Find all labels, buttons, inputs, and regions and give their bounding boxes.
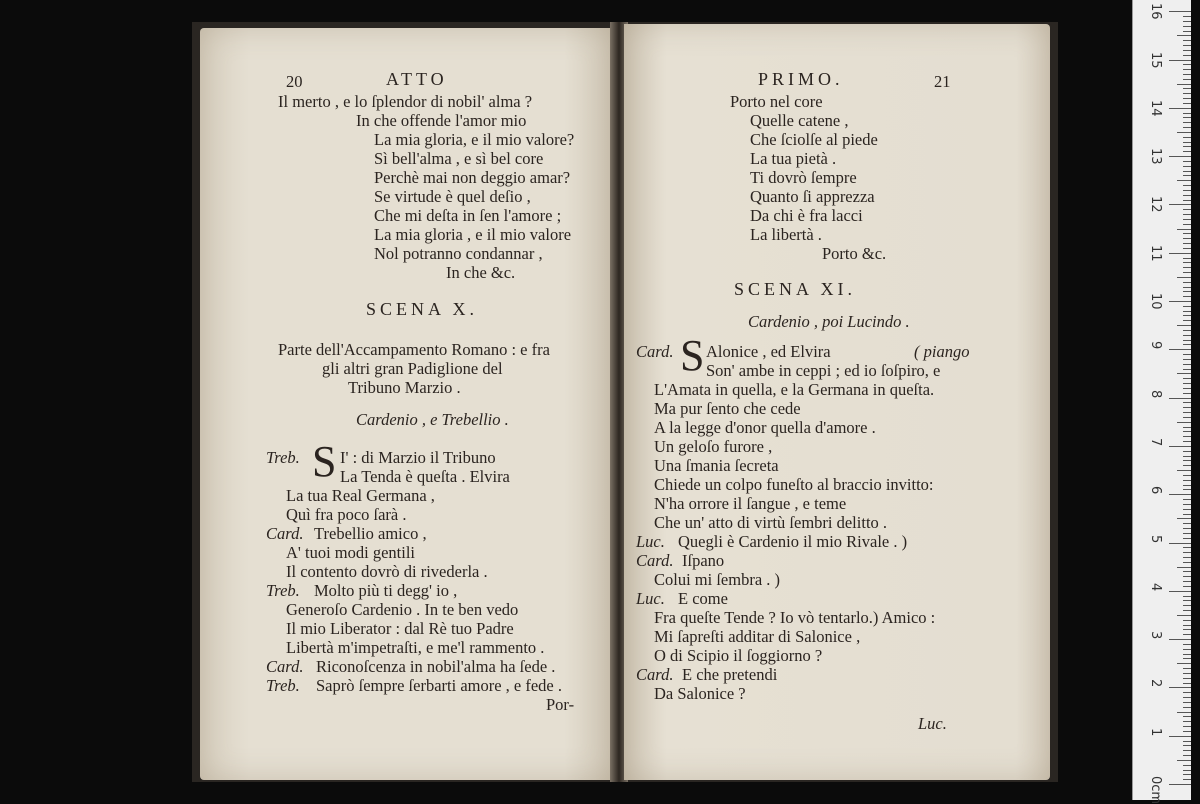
ruler-tick xyxy=(1183,224,1191,225)
ruler-tick xyxy=(1183,745,1191,746)
ruler-tick xyxy=(1183,436,1191,437)
dialogue-line: Iſpano xyxy=(682,551,725,570)
ruler-tick xyxy=(1183,238,1191,239)
ruler-tick xyxy=(1177,229,1191,230)
ruler-tick xyxy=(1183,171,1191,172)
ruler-tick xyxy=(1183,190,1191,191)
ruler-tick xyxy=(1183,600,1191,601)
stage-direction: ( piango xyxy=(914,342,970,361)
ruler-tick xyxy=(1183,460,1191,461)
ruler-tick xyxy=(1183,412,1191,413)
ruler-label: 4 xyxy=(1148,582,1163,592)
dialogue-line: A la legge d'onor quella d'amore . xyxy=(654,418,876,437)
ruler-tick xyxy=(1183,103,1191,104)
verse-line: La libertà . xyxy=(750,225,822,244)
drop-cap: S xyxy=(312,437,337,486)
ruler-tick xyxy=(1183,248,1191,249)
ruler-tick xyxy=(1183,741,1191,742)
setting-line: Tribuno Marzio . xyxy=(348,378,461,397)
ruler-label: 10 xyxy=(1148,293,1163,310)
ruler-tick xyxy=(1183,552,1191,553)
verse-line: La tua pietà . xyxy=(750,149,837,168)
ruler-tick xyxy=(1183,315,1191,316)
verse-line: In che offende l'amor mio xyxy=(356,111,527,130)
ruler-tick xyxy=(1183,287,1191,288)
verse-line: Quelle catene , xyxy=(750,111,849,130)
ruler-tick xyxy=(1169,60,1191,61)
dialogue-line: Libertà m'impetraſti, e me'l rammento . xyxy=(286,638,545,657)
ruler-tick xyxy=(1183,629,1191,630)
ruler-tick xyxy=(1183,514,1191,515)
ruler-tick xyxy=(1177,470,1191,471)
ruler-tick xyxy=(1183,721,1191,722)
ruler-tick xyxy=(1169,156,1191,157)
ruler-label: 8 xyxy=(1148,389,1163,398)
ruler-tick xyxy=(1169,204,1191,205)
dialogue-line: Quì fra poco ſarà . xyxy=(286,505,407,524)
ruler-tick xyxy=(1183,369,1191,370)
dialogue-line: La tua Real Germana , xyxy=(286,486,435,505)
ruler-tick xyxy=(1183,330,1191,331)
dialogue-line: Ma pur ſento che cede xyxy=(654,399,801,418)
ruler-label: 12 xyxy=(1148,196,1163,213)
ruler-tick xyxy=(1183,88,1191,89)
ruler-tick xyxy=(1183,528,1191,529)
ruler-tick xyxy=(1183,634,1191,635)
speaker: Treb. xyxy=(266,676,300,695)
ruler-tick xyxy=(1183,649,1191,650)
ruler-tick xyxy=(1183,122,1191,123)
catchword: Luc. xyxy=(918,714,947,733)
ruler-label: 16 xyxy=(1148,3,1163,20)
ruler-tick xyxy=(1169,398,1191,399)
dialogue-line: Una ſmania ſecreta xyxy=(654,456,779,475)
ruler-tick xyxy=(1183,306,1191,307)
ruler-tick xyxy=(1183,499,1191,500)
dialogue-line: La Tenda è queſta . Elvira xyxy=(340,467,510,486)
ruler-tick xyxy=(1183,311,1191,312)
ruler-tick xyxy=(1183,707,1191,708)
ruler-tick xyxy=(1177,180,1191,181)
ruler-tick xyxy=(1183,770,1191,771)
page-number: 20 xyxy=(286,72,303,91)
ruler-tick xyxy=(1183,291,1191,292)
ruler-tick xyxy=(1183,388,1191,389)
ruler-tick xyxy=(1183,683,1191,684)
verse-line: Ti dovrò ſempre xyxy=(750,168,857,187)
ruler-tick xyxy=(1183,726,1191,727)
ruler-tick xyxy=(1183,185,1191,186)
dialogue-line: Un geloſo furore , xyxy=(654,437,773,456)
scene-title: SCENA X. xyxy=(366,299,479,319)
ruler-tick xyxy=(1183,692,1191,693)
left-page xyxy=(200,28,614,780)
dialogue-line: I' : di Marzio il Tribuno xyxy=(340,448,496,467)
ruler-tick xyxy=(1183,64,1191,65)
ruler-tick xyxy=(1183,489,1191,490)
running-head: PRIMO. xyxy=(758,69,844,89)
verse-line: In che &c. xyxy=(446,263,516,282)
ruler-tick xyxy=(1183,586,1191,587)
ruler-tick xyxy=(1183,21,1191,22)
dialogue-line: Fra queſte Tende ? Io vò tentarlo.) Amico : xyxy=(654,608,936,627)
speaker: Card. xyxy=(266,524,304,543)
verse-line: Quanto ſi apprezza xyxy=(750,187,875,206)
ruler-tick xyxy=(1183,69,1191,70)
setting-line: gli altri gran Padiglione del xyxy=(322,359,503,378)
ruler-tick xyxy=(1177,615,1191,616)
ruler-tick xyxy=(1169,349,1191,350)
verse-line: Che ſciolſe al piede xyxy=(750,130,878,149)
dialogue-line: N'ha orrore il ſangue , e teme xyxy=(654,494,847,513)
right-page xyxy=(624,24,1050,780)
verse-line: Se virtude è quel deſio , xyxy=(374,187,531,206)
verse-line: Porto &c. xyxy=(822,244,887,263)
ruler-tick xyxy=(1177,277,1191,278)
ruler-tick xyxy=(1183,166,1191,167)
ruler-tick xyxy=(1183,581,1191,582)
ruler-tick xyxy=(1183,344,1191,345)
ruler-tick xyxy=(1183,620,1191,621)
ruler-tick xyxy=(1183,243,1191,244)
ruler-tick xyxy=(1183,161,1191,162)
drop-cap: S xyxy=(680,331,705,380)
ruler-tick xyxy=(1183,451,1191,452)
ruler-tick xyxy=(1183,417,1191,418)
ruler-tick xyxy=(1169,494,1191,495)
ruler-tick xyxy=(1183,26,1191,27)
ruler-tick xyxy=(1169,253,1191,254)
ruler-tick xyxy=(1169,301,1191,302)
running-head: ATTO xyxy=(386,69,448,89)
dialogue-line: Saprò ſempre ſerbarti amore , e fede . xyxy=(316,676,563,695)
ruler-tick xyxy=(1183,731,1191,732)
ruler-tick xyxy=(1183,465,1191,466)
ruler-tick xyxy=(1183,547,1191,548)
ruler-tick xyxy=(1177,35,1191,36)
dialogue-line: Colui mi ſembra . ) xyxy=(654,570,781,589)
dialogue-line: Che un' atto di virtù ſembri delitto . xyxy=(654,513,888,532)
dialogue-line: Il contento dovrò di rivederla . xyxy=(286,562,488,581)
verse-line: Che mi deſta in ſen l'amore ; xyxy=(374,206,562,225)
dialogue-line: Riconoſcenza in nobil'alma ha ſede . xyxy=(316,657,556,676)
dialogue-line: Da Salonice ? xyxy=(654,684,746,703)
page-number: 21 xyxy=(934,72,951,91)
dialogue-line: L'Amata in quella, e la Germana in queſta. xyxy=(654,380,935,399)
dialogue-line: Son' ambe in ceppi ; ed io ſoſpiro, e xyxy=(706,361,941,380)
ruler-tick xyxy=(1183,654,1191,655)
ruler-tick xyxy=(1183,219,1191,220)
ruler-tick xyxy=(1169,591,1191,592)
ruler-tick xyxy=(1177,132,1191,133)
ruler-tick xyxy=(1183,55,1191,56)
ruler-tick xyxy=(1183,702,1191,703)
speaker: Card. xyxy=(636,551,674,570)
ruler-tick xyxy=(1183,673,1191,674)
ruler-tick xyxy=(1183,625,1191,626)
ruler-tick xyxy=(1183,427,1191,428)
ruler-tick xyxy=(1183,146,1191,147)
ruler-tick xyxy=(1183,50,1191,51)
dialogue-line: Alonice , ed Elvira xyxy=(706,342,831,361)
ruler-tick xyxy=(1183,209,1191,210)
ruler-label: 13 xyxy=(1148,148,1163,165)
ruler-tick xyxy=(1183,596,1191,597)
ruler-label: 6 xyxy=(1148,486,1163,495)
ruler-tick xyxy=(1177,84,1191,85)
ruler-tick xyxy=(1183,774,1191,775)
ruler-tick xyxy=(1183,137,1191,138)
ruler-tick xyxy=(1177,567,1191,568)
ruler-label: 0cm xyxy=(1148,776,1163,804)
ruler-tick xyxy=(1183,441,1191,442)
ruler-tick xyxy=(1183,533,1191,534)
ruler-label: 5 xyxy=(1148,534,1163,543)
verse-line: Perchè mai non deggio amar? xyxy=(374,168,571,187)
ruler-label: 9 xyxy=(1148,341,1163,350)
dialogue-line: Chiede un colpo funeſto al braccio invitto: xyxy=(654,475,934,494)
speaker: Card. xyxy=(266,657,304,676)
ruler-tick xyxy=(1183,214,1191,215)
ruler-tick xyxy=(1177,663,1191,664)
ruler-tick xyxy=(1183,142,1191,143)
open-book xyxy=(192,22,1058,782)
ruler-tick xyxy=(1183,755,1191,756)
ruler-tick xyxy=(1183,480,1191,481)
speaker: Card. xyxy=(636,342,674,361)
ruler-tick xyxy=(1183,605,1191,606)
ruler-tick xyxy=(1177,518,1191,519)
ruler-tick xyxy=(1183,31,1191,32)
ruler-tick xyxy=(1169,687,1191,688)
ruler-tick xyxy=(1183,557,1191,558)
ruler-tick xyxy=(1183,716,1191,717)
ruler-label: 14 xyxy=(1148,99,1163,117)
dialogue-line: A' tuoi modi gentili xyxy=(286,543,416,562)
verse-line: La mia gloria , e il mio valore xyxy=(374,225,572,244)
ruler-tick xyxy=(1183,383,1191,384)
ruler-tick xyxy=(1169,543,1191,544)
ruler-tick xyxy=(1183,407,1191,408)
ruler-label: 11 xyxy=(1148,244,1163,262)
ruler-label: 1 xyxy=(1148,727,1163,736)
ruler-tick xyxy=(1183,576,1191,577)
ruler-tick xyxy=(1177,422,1191,423)
ruler-tick xyxy=(1169,639,1191,640)
ruler-label: 15 xyxy=(1148,51,1163,69)
ruler-tick xyxy=(1183,697,1191,698)
ruler-tick xyxy=(1169,446,1191,447)
dialogue-line: Generoſo Cardenio . In te ben vedo xyxy=(286,600,519,619)
dialogue-line: O di Scipio il ſoggiorno ? xyxy=(654,646,823,665)
verse-line: La mia gloria, e il mio valore? xyxy=(374,130,575,149)
speaker: Treb. xyxy=(266,448,300,467)
dialogue-line: Quegli è Cardenio il mio Rivale . ) xyxy=(678,532,908,551)
ruler-tick xyxy=(1183,354,1191,355)
characters: Cardenio , e Trebellio . xyxy=(356,410,509,429)
speaker: Card. xyxy=(636,665,674,684)
dialogue-line: Mi ſapreſti additar di Salonice , xyxy=(654,627,861,646)
ruler-tick xyxy=(1183,765,1191,766)
ruler-tick xyxy=(1183,282,1191,283)
ruler-tick xyxy=(1183,393,1191,394)
ruler-tick xyxy=(1183,658,1191,659)
ruler-tick xyxy=(1183,678,1191,679)
verse-line: Sì bell'alma , e sì bel core xyxy=(374,149,544,168)
ruler-tick xyxy=(1183,98,1191,99)
ruler-tick xyxy=(1183,538,1191,539)
ruler-tick xyxy=(1183,272,1191,273)
ruler-tick xyxy=(1169,108,1191,109)
ruler-tick xyxy=(1183,262,1191,263)
catchword: Por- xyxy=(546,695,575,714)
ruler-tick xyxy=(1177,373,1191,374)
ruler-tick xyxy=(1183,45,1191,46)
ruler-tick xyxy=(1169,11,1191,12)
ruler-tick xyxy=(1169,784,1191,785)
ruler-label: 2 xyxy=(1148,679,1163,688)
ruler-tick xyxy=(1183,200,1191,201)
ruler-tick xyxy=(1177,325,1191,326)
ruler-tick xyxy=(1177,712,1191,713)
dialogue-line: Trebellio amico , xyxy=(314,524,427,543)
characters: Cardenio , poi Lucindo . xyxy=(748,312,910,331)
ruler-tick xyxy=(1183,74,1191,75)
ruler-tick xyxy=(1183,175,1191,176)
ruler-tick xyxy=(1183,571,1191,572)
ruler-label: 3 xyxy=(1148,631,1163,640)
ruler-tick xyxy=(1183,378,1191,379)
verse-line: Il merto , e lo ſplendor di nobil' alma ? xyxy=(278,92,533,111)
ruler-tick xyxy=(1183,113,1191,114)
ruler-tick xyxy=(1183,523,1191,524)
verse-line: Porto nel core xyxy=(730,92,823,111)
ruler-tick xyxy=(1183,485,1191,486)
ruler-tick xyxy=(1183,151,1191,152)
ruler-tick xyxy=(1183,340,1191,341)
ruler-tick xyxy=(1183,431,1191,432)
ruler-tick xyxy=(1183,127,1191,128)
ruler-tick xyxy=(1183,504,1191,505)
ruler-tick xyxy=(1183,364,1191,365)
ruler-tick xyxy=(1183,779,1191,780)
ruler-tick xyxy=(1183,750,1191,751)
dialogue-line: Molto più ti degg' io , xyxy=(314,581,458,600)
measuring-ruler xyxy=(1132,0,1191,804)
ruler-label: 7 xyxy=(1148,437,1163,447)
ruler-tick xyxy=(1183,233,1191,234)
ruler-tick xyxy=(1183,668,1191,669)
ruler-tick xyxy=(1183,359,1191,360)
ruler-tick xyxy=(1183,320,1191,321)
ruler-tick xyxy=(1183,610,1191,611)
verse-line: Da chi è fra lacci xyxy=(750,206,863,225)
dialogue-line: Il mio Liberator : dal Rè tuo Padre xyxy=(286,619,514,638)
ruler-tick xyxy=(1169,736,1191,737)
speaker: Luc. xyxy=(636,532,665,551)
ruler-tick xyxy=(1183,117,1191,118)
ruler-tick xyxy=(1183,195,1191,196)
scene-title: SCENA XI. xyxy=(734,279,857,299)
setting-line: Parte dell'Accampamento Romano : e fra xyxy=(278,340,550,359)
ruler-tick xyxy=(1183,402,1191,403)
verse-line: Nol potranno condannar , xyxy=(374,244,543,263)
ruler-tick xyxy=(1183,475,1191,476)
dialogue-line: E che pretendi xyxy=(682,665,778,684)
ruler-tick xyxy=(1177,760,1191,761)
ruler-tick xyxy=(1183,335,1191,336)
dialogue-line: E come xyxy=(678,589,728,608)
ruler-tick xyxy=(1183,16,1191,17)
ruler-tick xyxy=(1183,562,1191,563)
speaker: Treb. xyxy=(266,581,300,600)
ruler-tick xyxy=(1183,267,1191,268)
ruler-tick xyxy=(1183,258,1191,259)
ruler-tick xyxy=(1183,40,1191,41)
ruler-tick xyxy=(1183,296,1191,297)
ruler-tick xyxy=(1183,509,1191,510)
ruler-tick xyxy=(1183,93,1191,94)
ruler-tick xyxy=(1183,79,1191,80)
ruler-tick xyxy=(1183,456,1191,457)
speaker: Luc. xyxy=(636,589,665,608)
ruler-tick xyxy=(1183,644,1191,645)
